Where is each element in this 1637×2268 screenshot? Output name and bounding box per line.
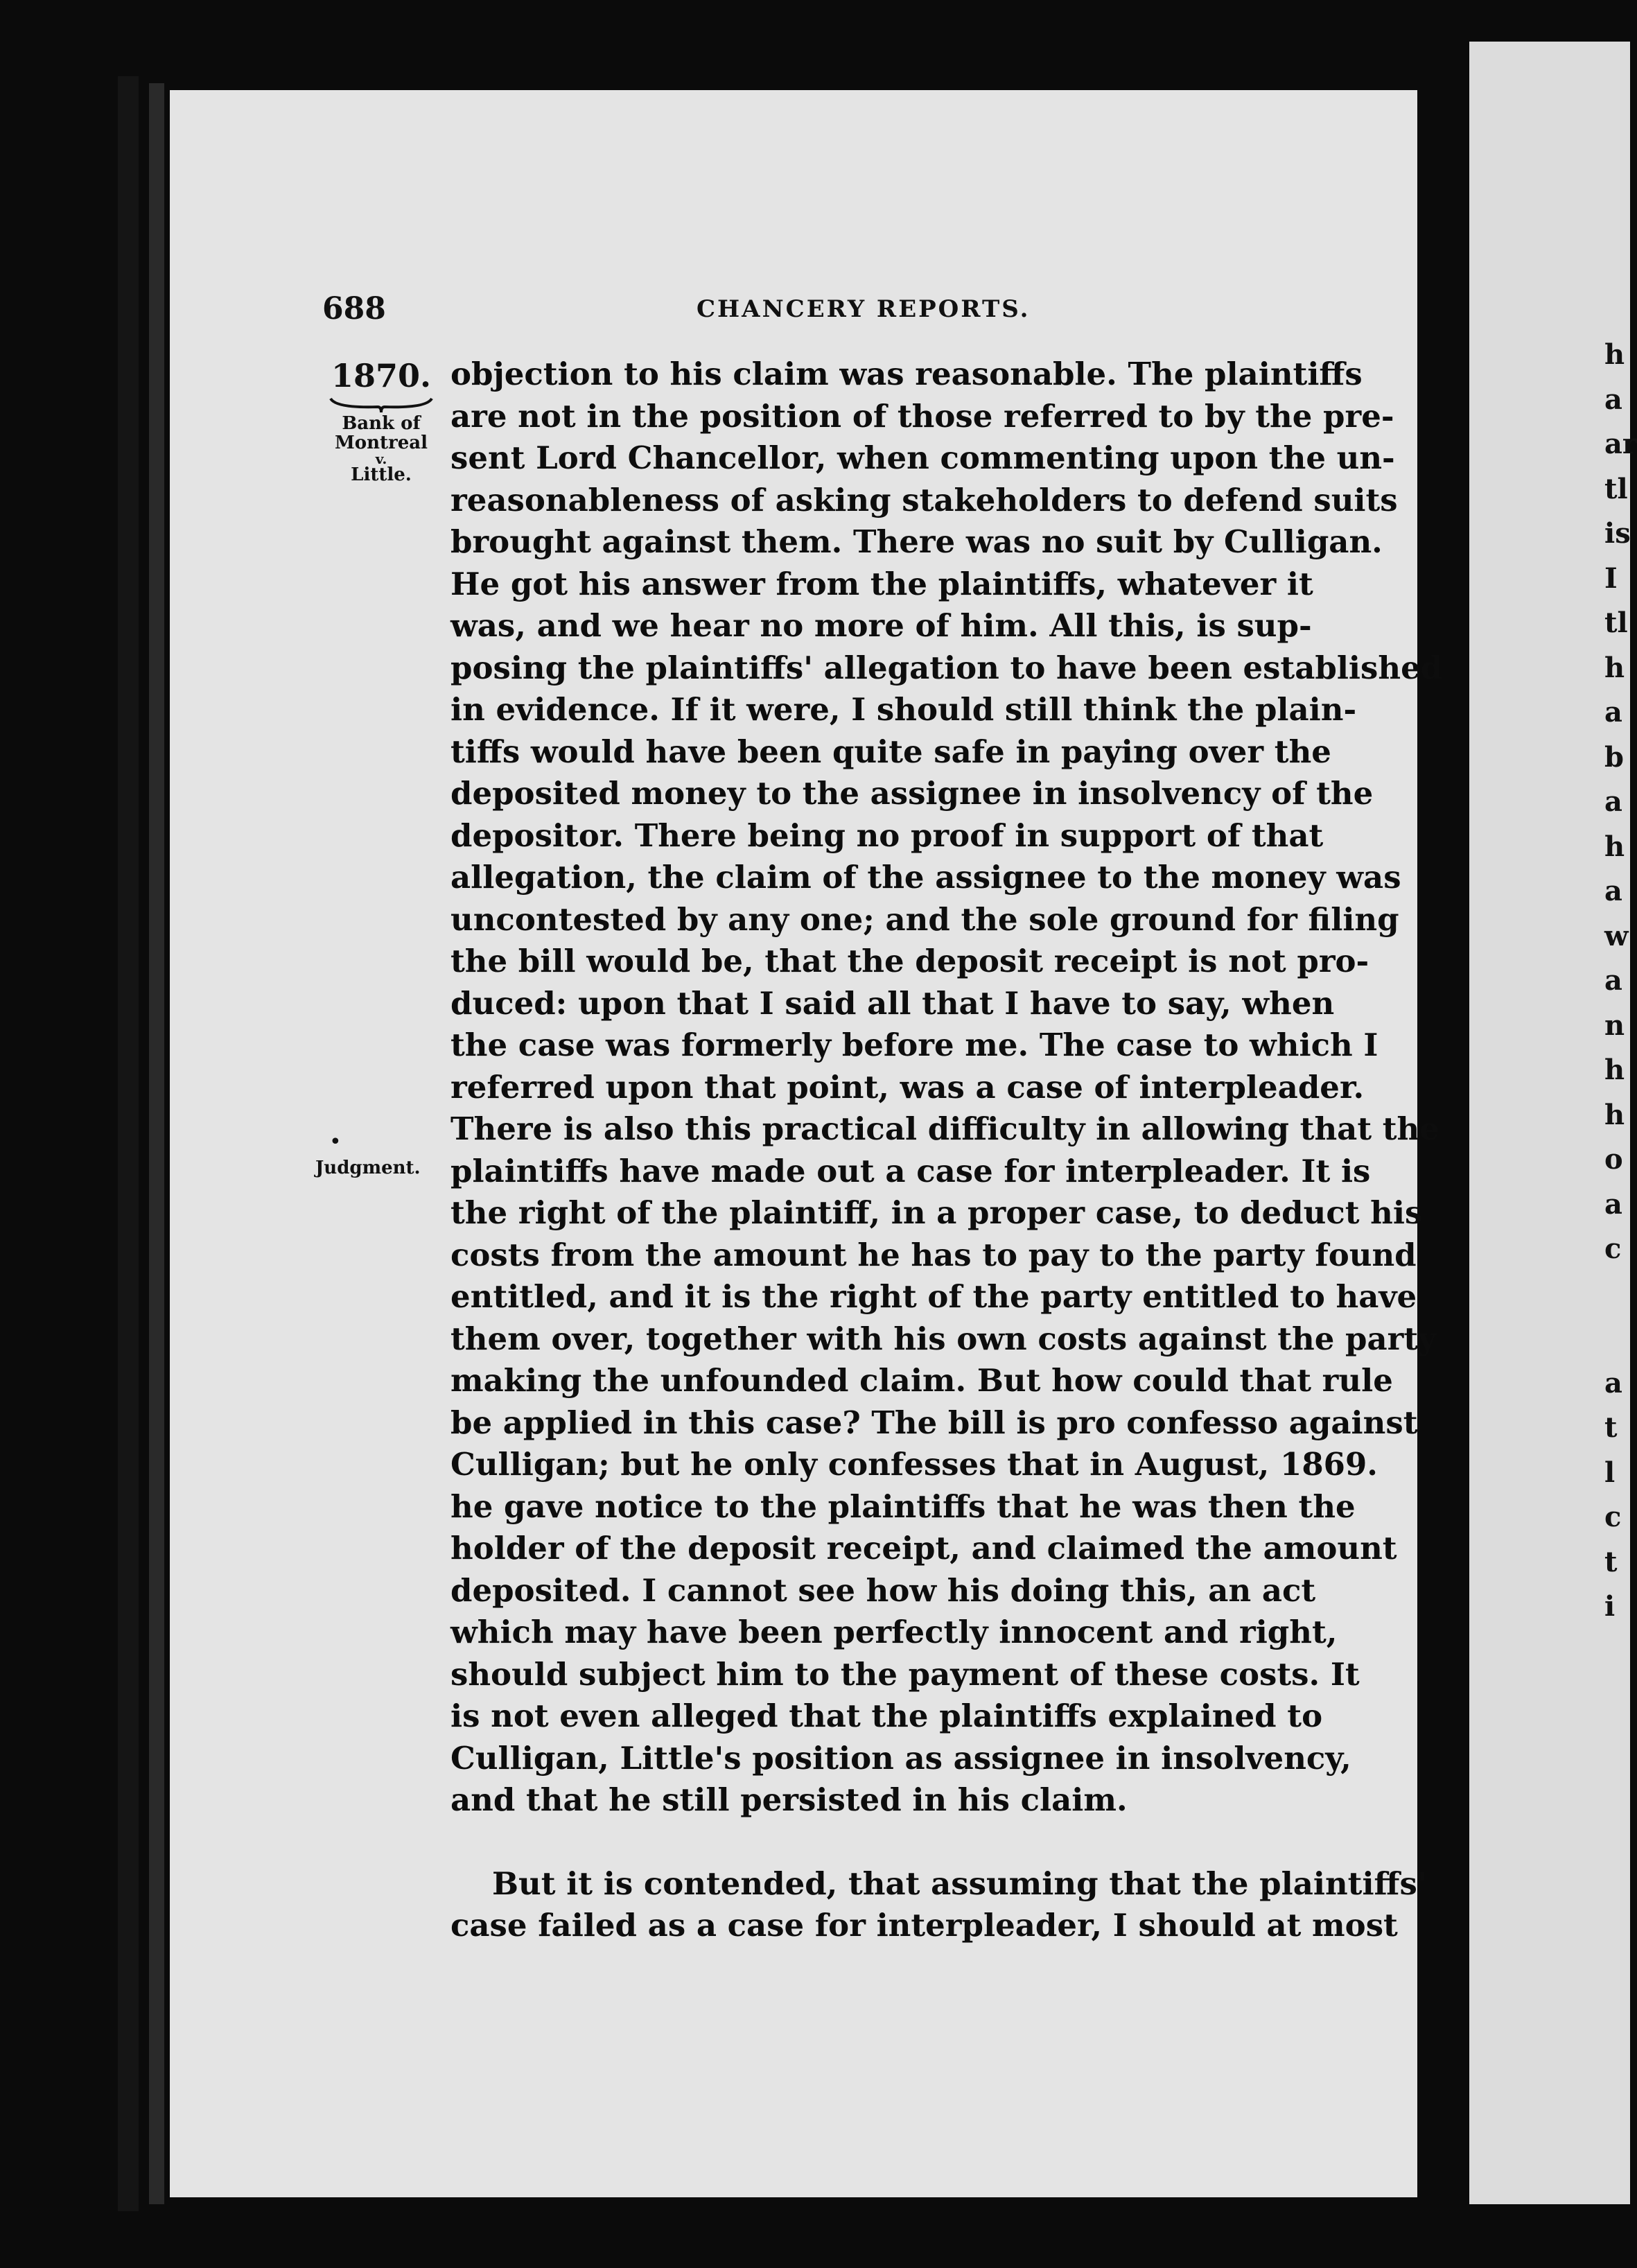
- adjacent-page-fragment: h: [1604, 1098, 1625, 1131]
- adjacent-page-fragment: t: [1604, 1411, 1618, 1444]
- case-name-line: Montreal: [335, 433, 428, 453]
- adjacent-page-fragment: a: [1604, 383, 1622, 416]
- adjacent-page-fragment: a: [1604, 1366, 1622, 1399]
- adjacent-page-fragment: a: [1604, 696, 1622, 729]
- text-line: which may have been perfectly innocent and right,: [450, 1614, 1338, 1650]
- adjacent-page-fragment: a: [1604, 875, 1622, 907]
- binding-gutter-inner: [149, 83, 164, 2204]
- adjacent-page-fragment: c: [1604, 1232, 1622, 1265]
- text-line: plaintiffs have made out a case for interpleader. It is: [450, 1152, 1371, 1189]
- text-line: referred upon that point, was a case of interpleader.: [450, 1068, 1365, 1106]
- text-line: in evidence. If it were, I should still think the plain-: [450, 691, 1357, 728]
- text-line: But it is contended, that assuming that the plaintiffs': [492, 1865, 1427, 1902]
- brace-icon: [329, 396, 433, 414]
- side-margin: [315, 357, 433, 1178]
- text-line: holder of the deposit receipt, and claimed the amount: [450, 1530, 1397, 1567]
- text-line: sent Lord Chancellor, when commenting upon the un-: [450, 439, 1395, 476]
- body-text: [450, 354, 1443, 1947]
- adjacent-page-fragment: a: [1604, 964, 1622, 997]
- text-line: entitled, and it is the right of the party entitled to have: [450, 1278, 1417, 1315]
- margin-section-label: Judgment.: [315, 1158, 421, 1178]
- text-line: Culligan, Little's position as assignee in insolvency,: [450, 1739, 1351, 1777]
- running-head: CHANCERY REPORTS.: [697, 295, 1031, 323]
- text-line: the case was formerly before me. The case to which I: [450, 1027, 1378, 1063]
- text-line: duced: upon that I said all that I have to say, when: [450, 984, 1335, 1022]
- adjacent-page-fragment: c: [1604, 1501, 1622, 1533]
- text-line: are not in the position of those referred to by the pre-: [450, 397, 1394, 435]
- adjacent-page-fragment: tl: [1604, 607, 1628, 639]
- adjacent-page-fragment: [1604, 1316, 1630, 1361]
- adjacent-page-fragment: ar: [1604, 428, 1637, 460]
- text-line: tiffs would have been quite safe in paying over the: [450, 733, 1331, 770]
- paragraph: [450, 354, 1443, 1822]
- margin-case-name: [329, 414, 433, 485]
- adjacent-page-fragment: l: [1604, 1456, 1616, 1489]
- text-line: deposited money to the assignee in insolvency of the: [450, 775, 1374, 812]
- adjacent-page-fragment: h: [1604, 830, 1625, 863]
- adjacent-page-fragment: a: [1604, 785, 1622, 818]
- text-line: uncontested by any one; and the sole ground for filing: [450, 900, 1399, 938]
- adjacent-page-fragment: I: [1604, 561, 1618, 595]
- text-line: Culligan; but he only confesses that in August, 1869.: [450, 1446, 1378, 1483]
- binding-gutter: [118, 76, 139, 2211]
- adjacent-page-fragment: [1604, 1272, 1630, 1317]
- adjacent-page-fragment: n: [1604, 1009, 1625, 1042]
- text-line: is not even alleged that the plaintiffs explained to: [450, 1698, 1323, 1734]
- text-line: costs from the amount he has to pay to the party found: [450, 1236, 1417, 1273]
- text-line: brought against them. There was no suit by Culligan.: [450, 523, 1383, 560]
- adjacent-page-fragment: h: [1604, 651, 1625, 684]
- text-line: the right of the plaintiff, in a proper case, to deduct his: [450, 1194, 1423, 1231]
- margin-year: 1870.: [331, 357, 432, 394]
- text-line: deposited. I cannot see how his doing this, an act: [450, 1571, 1316, 1609]
- adjacent-page-fragment: i: [1604, 1590, 1616, 1623]
- case-name-line: v.: [375, 451, 387, 467]
- margin-dot: •: [329, 1130, 342, 1154]
- adjacent-page-fragment: h: [1604, 338, 1625, 371]
- text-line: He got his answer from the plaintiffs, whatever it: [450, 565, 1313, 602]
- adjacent-page-text: [1604, 333, 1637, 1630]
- paragraph: [450, 1863, 1427, 1947]
- text-line: making the unfounded claim. But how could that rule: [450, 1362, 1393, 1399]
- text-line: depositor. There being no proof in support of that: [450, 817, 1324, 854]
- text-line: the bill would be, that the deposit receipt is not pro-: [450, 943, 1369, 979]
- text-line: case failed as a case for interpleader, I should at most: [450, 1907, 1398, 1944]
- adjacent-page-fragment: tl: [1604, 472, 1628, 505]
- text-line: allegation, the claim of the assignee to the money was: [450, 859, 1401, 896]
- case-name-line: Bank of: [342, 413, 421, 434]
- text-line: There is also this practical difficulty in allowing that the: [450, 1110, 1439, 1147]
- adjacent-page-fragment: a: [1604, 1187, 1622, 1221]
- text-line: and that he still persisted in his claim.: [450, 1781, 1128, 1818]
- text-line: should subject him to the payment of these costs. It: [450, 1655, 1360, 1693]
- text-line: he gave notice to the plaintiffs that he was then the: [450, 1488, 1356, 1525]
- adjacent-page-fragment: b: [1604, 740, 1624, 774]
- text-line: objection to his claim was reasonable. The plaintiffs: [450, 356, 1363, 392]
- text-line: was, and we hear no more of him. All this, is sup-: [450, 607, 1312, 644]
- page-number: 688: [322, 291, 386, 326]
- adjacent-page-fragment: w: [1604, 919, 1629, 952]
- adjacent-page-fragment: t: [1604, 1545, 1618, 1578]
- text-line: be applied in this case? The bill is pro confesso against: [450, 1404, 1418, 1441]
- adjacent-page-fragment: is: [1604, 517, 1631, 550]
- text-line: them over, together with his own costs against the party: [450, 1320, 1437, 1357]
- adjacent-page-fragment: h: [1604, 1054, 1625, 1086]
- text-line: reasonableness of asking stakeholders to defend suits: [450, 481, 1398, 518]
- adjacent-page-fragment: o: [1604, 1143, 1623, 1176]
- page-header: [322, 291, 1293, 333]
- text-line: posing the plaintiffs' allegation to have been established: [450, 649, 1443, 686]
- case-name-line: Little.: [351, 464, 412, 485]
